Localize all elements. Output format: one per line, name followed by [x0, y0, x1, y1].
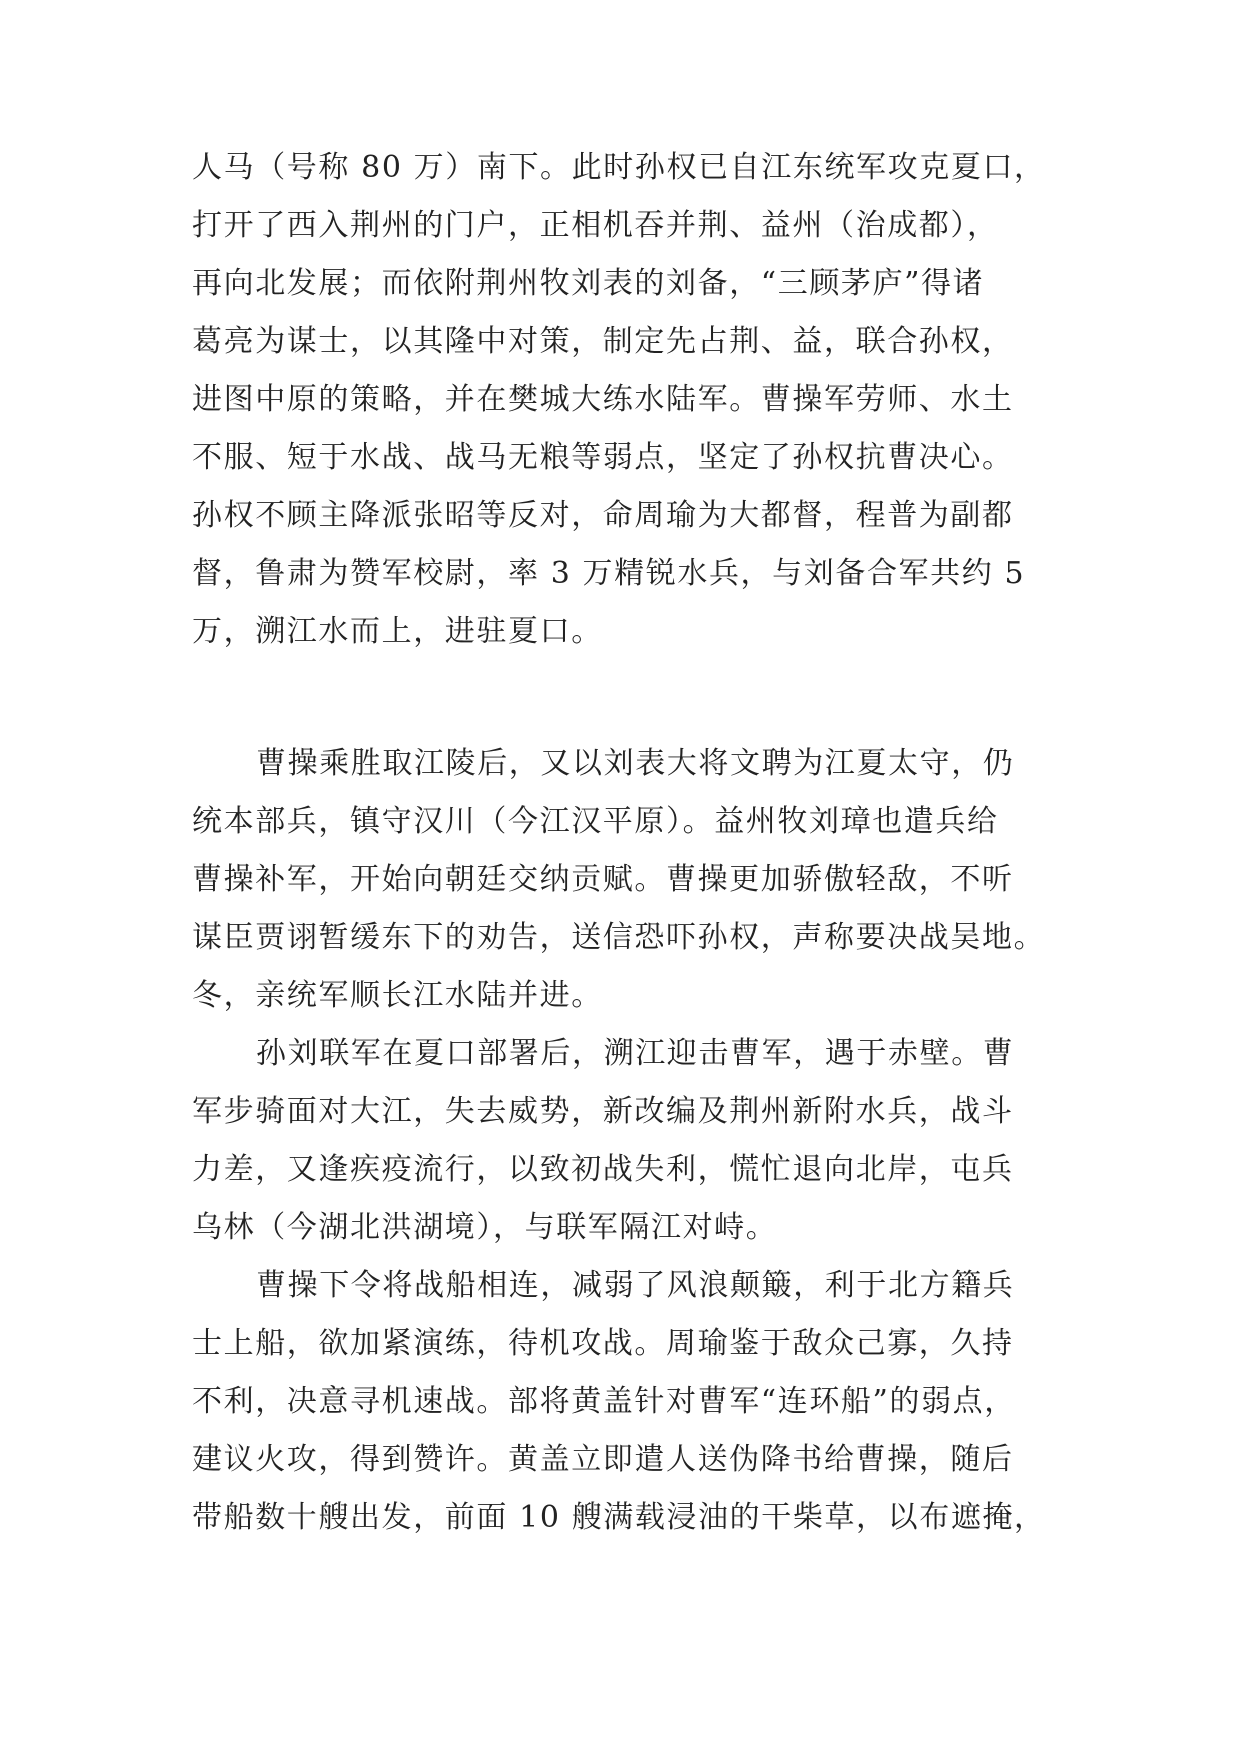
paragraph-line: 进图中原的策略，并在樊城大练水陆军。曹操军劳师、水土 [192, 382, 1014, 417]
paragraph-first-line: 曹操下令将战船相连，减弱了风浪颠簸，利于北方籍兵 [256, 1268, 1015, 1303]
paragraph-line: 乌林（今湖北洪湖境），与联军隔江对峙。 [192, 1210, 778, 1245]
paragraph-line: 统本部兵，镇守汉川（今江汉平原）。益州牧刘璋也遣兵给 [192, 804, 999, 839]
paragraph-line: 军步骑面对大江，失去威势，新改编及荆州新附水兵，战斗 [192, 1094, 1014, 1129]
paragraph-line: 谋臣贾诩暂缓东下的劝告，送信恐吓孙权，声称要决战吴地。 [192, 920, 1046, 955]
paragraph-line: 督，鲁肃为赞军校尉，率 3 万精锐水兵，与刘备合军共约 5 [192, 556, 1026, 591]
paragraph-line: 葛亮为谋士，以其隆中对策，制定先占荆、益，联合孙权， [192, 324, 1014, 359]
paragraph-line: 曹操补军，开始向朝廷交纳贡赋。曹操更加骄傲轻敌，不听 [192, 862, 1014, 897]
paragraph-line: 冬，亲统军顺长江水陆并进。 [192, 978, 603, 1013]
paragraph-line: 孙权不顾主降派张昭等反对，命周瑜为大都督，程普为副都 [192, 498, 1014, 533]
paragraph-first-line: 孙刘联军在夏口部署后，溯江迎击曹军，遇于赤壁。曹 [256, 1036, 1015, 1071]
paragraph-line: 不利，决意寻机速战。部将黄盖针对曹军“连环船”的弱点， [192, 1384, 1016, 1419]
paragraph-line: 万，溯江水而上，进驻夏口。 [192, 614, 603, 649]
paragraph-line: 打开了西入荆州的门户，正相机吞并荆、益州（治成都）， [192, 208, 999, 243]
paragraph-first-line: 曹操乘胜取江陵后，又以刘表大将文聘为江夏太守，仍 [256, 746, 1015, 781]
paragraph-line: 力差，又逢疾疫流行，以致初战失利，慌忙退向北岸，屯兵 [192, 1152, 1014, 1187]
paragraph-line: 再向北发展；而依附荆州牧刘表的刘备，“三顾茅庐”得诸 [192, 266, 985, 301]
paragraph-line: 士上船，欲加紧演练，待机攻战。周瑜鉴于敌众己寡，久持 [192, 1326, 1014, 1361]
paragraph-line: 带船数十艘出发，前面 10 艘满载浸油的干柴草，以布遮掩， [192, 1500, 1046, 1535]
paragraph-line: 建议火攻，得到赞许。黄盖立即遣人送伪降书给曹操，随后 [192, 1442, 1014, 1477]
paragraph-line: 不服、短于水战、战马无粮等弱点，坚定了孙权抗曹决心。 [192, 440, 1014, 475]
paragraph-line: 人马（号称 80 万）南下。此时孙权已自江东统军攻克夏口， [192, 150, 1046, 185]
